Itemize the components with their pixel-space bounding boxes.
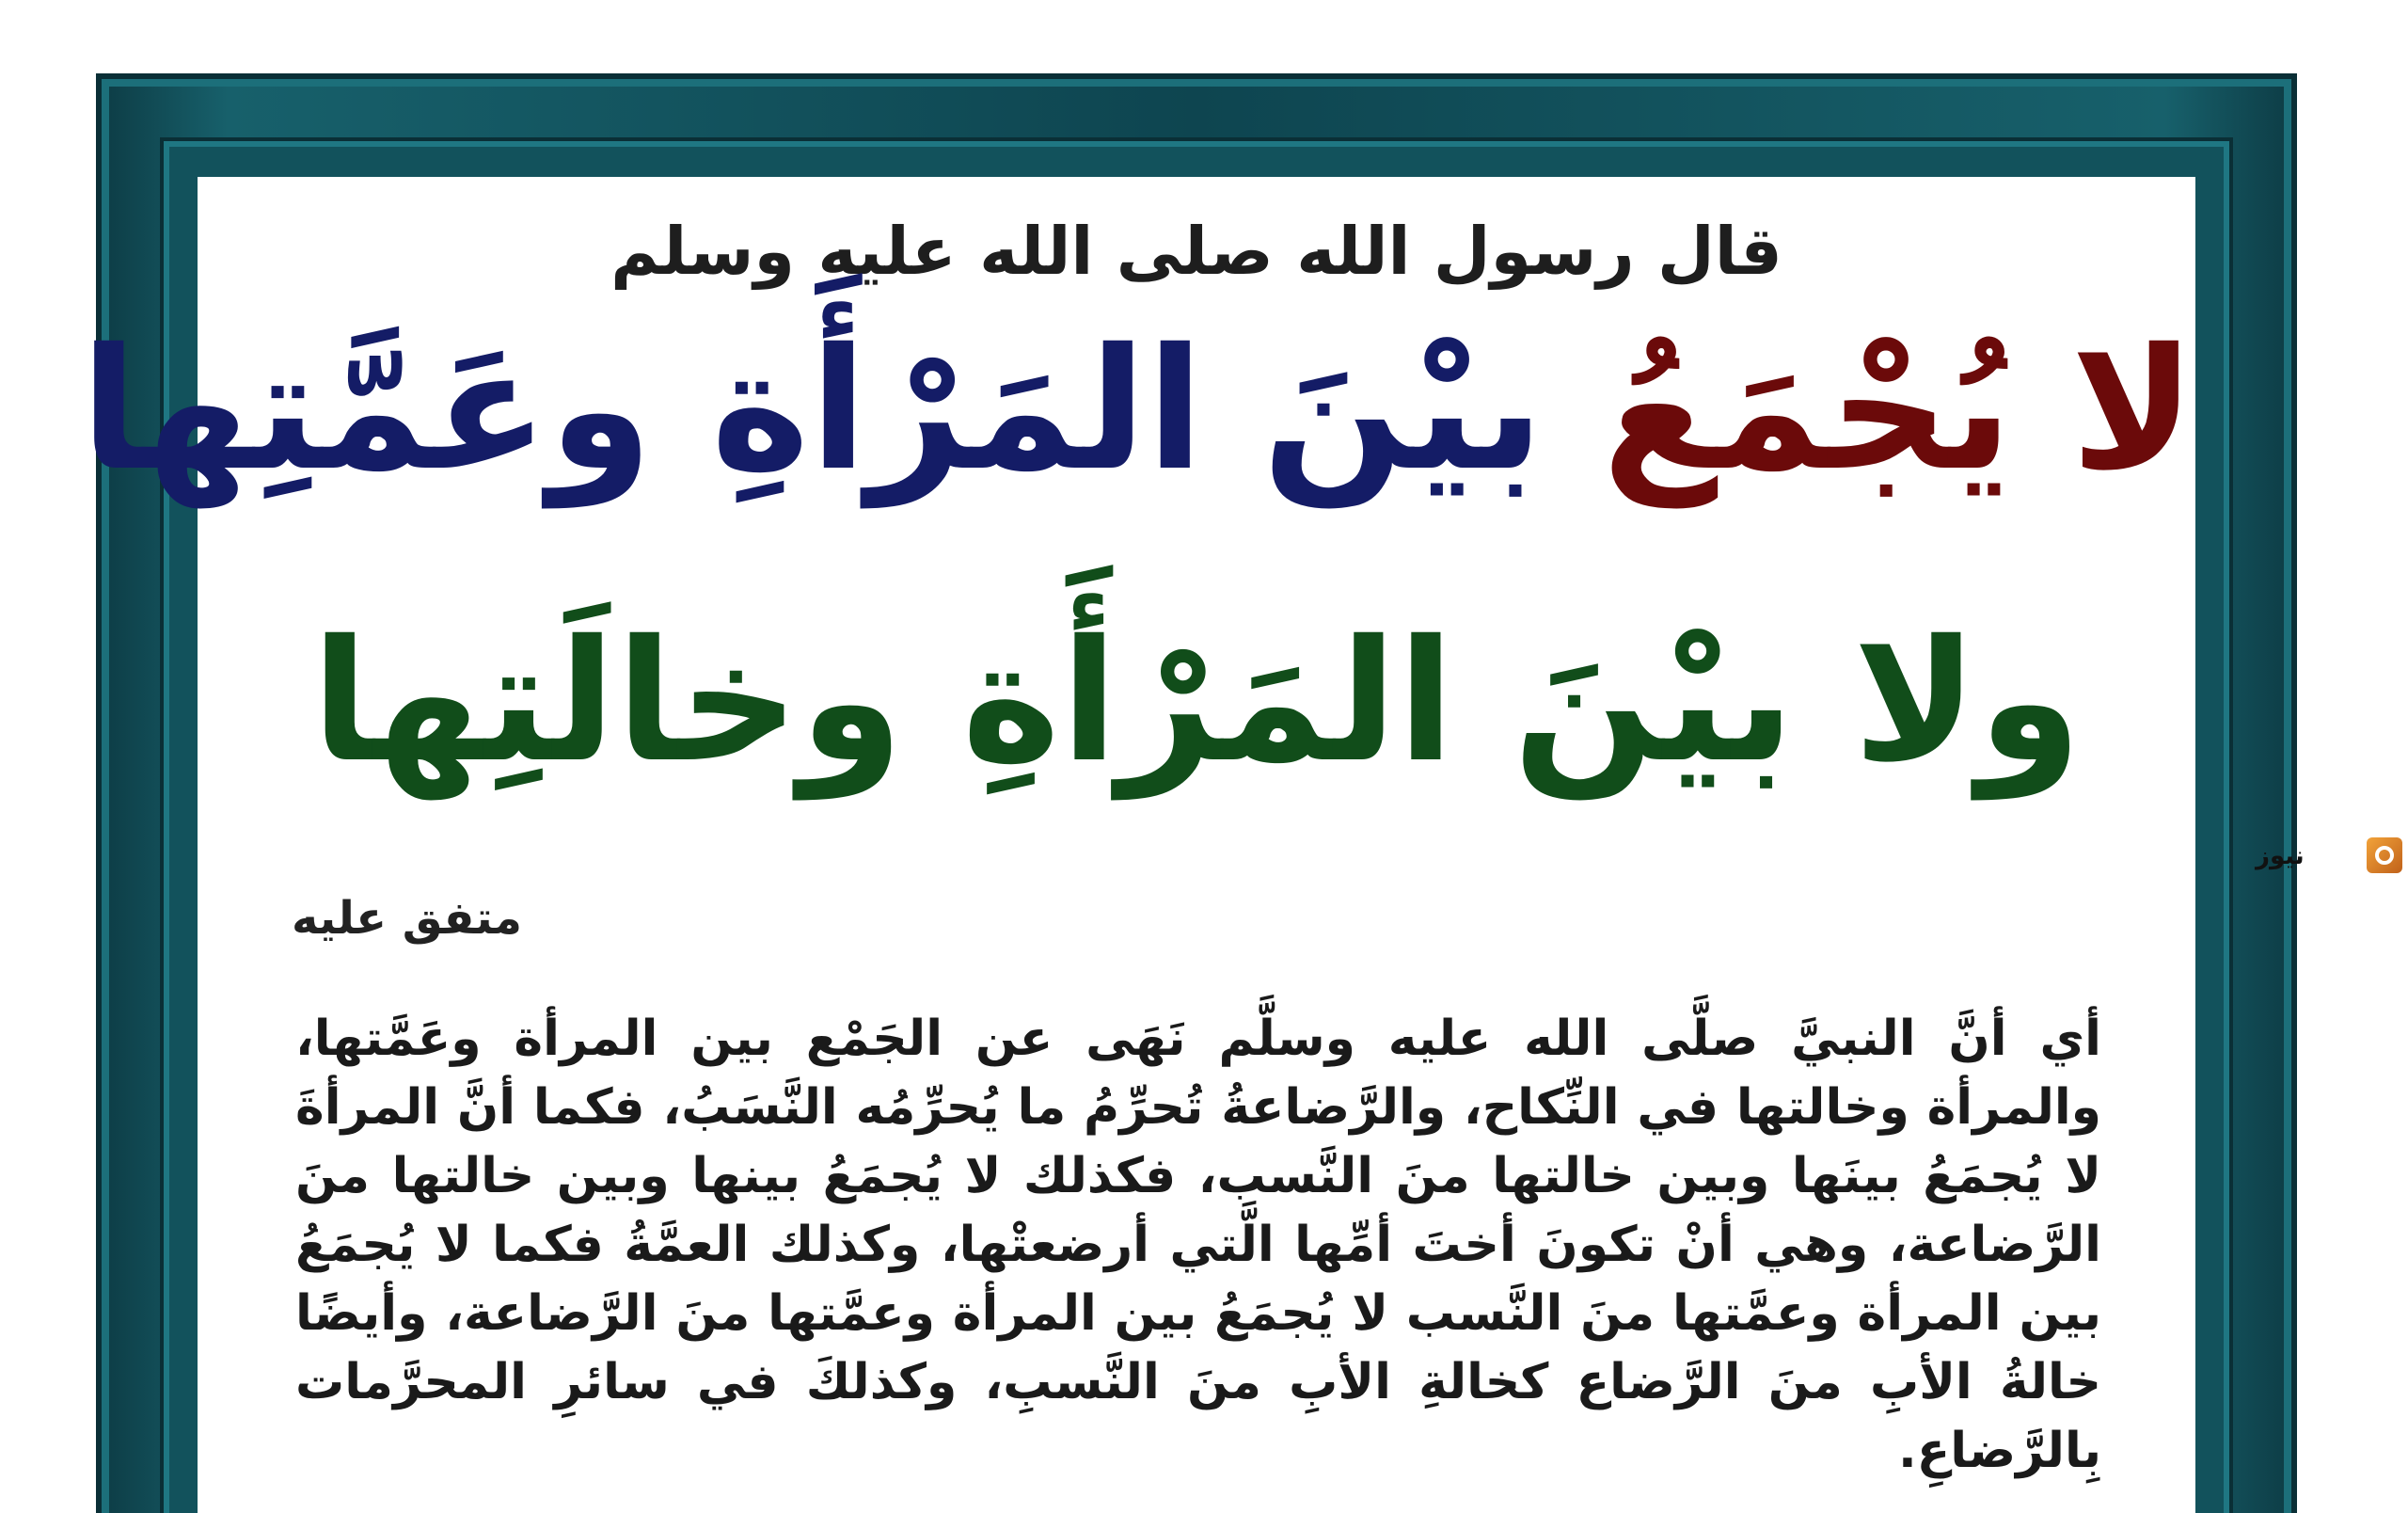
hadith-line-1-start: لا يُجْمَعُ [1602, 312, 2195, 507]
hadith-line-1 [80, 312, 2195, 507]
hadith-explanation: أي أنَّ النبيَّ صلَّى الله عليه وسلَّم نَهَى عن الجَمْع بين المرأة وعَمَّتها، والمرأة وخالتها في النِّكاح، والرَّضاعةُ تُحرِّمُ ما يُحرِّمُه النَّسَبُ، فكما أنَّ المرأةَ لا يُجمَعُ بينَها وبين خالتها منَ النَّسب، فكذلك لا يُجمَعُ بينها وبين خالتها منَ الرَّضاعة، وهي أنْ تكونَ أختَ أمِّها الَّتي أرضعتْها، وكذلك العمَّةُ فكما لا يُجمَعُ بين المرأة وعمَّتها منَ النَّسب لا يُجمَعُ بين المرأة وعمَّتها منَ الرَّضاعة، وأيضًا خالةُ الأبِ منَ الرَّضاع كخالةِ الأبِ منَ النَّسبِ، وكذلكَ في سائرِ المحرَّمات بِالرَّضاعِ. [295, 1011, 2101, 1479]
poster-heading: قال رسول الله صلى الله عليه وسلم [610, 213, 1782, 290]
news-logo-text: نيوز [2256, 842, 2305, 870]
news-logo-icon [2367, 837, 2402, 873]
hadith-source: متفق عليه [292, 892, 522, 945]
hadith-line-2: ولا بيْنَ المَرْأَةِ وخالَتِها [310, 604, 2083, 799]
poster-paper [80, 177, 2195, 1513]
hadith-line-1-end: بيْنَ المَرْأَةِ وعَمَّتِها [80, 312, 1545, 507]
